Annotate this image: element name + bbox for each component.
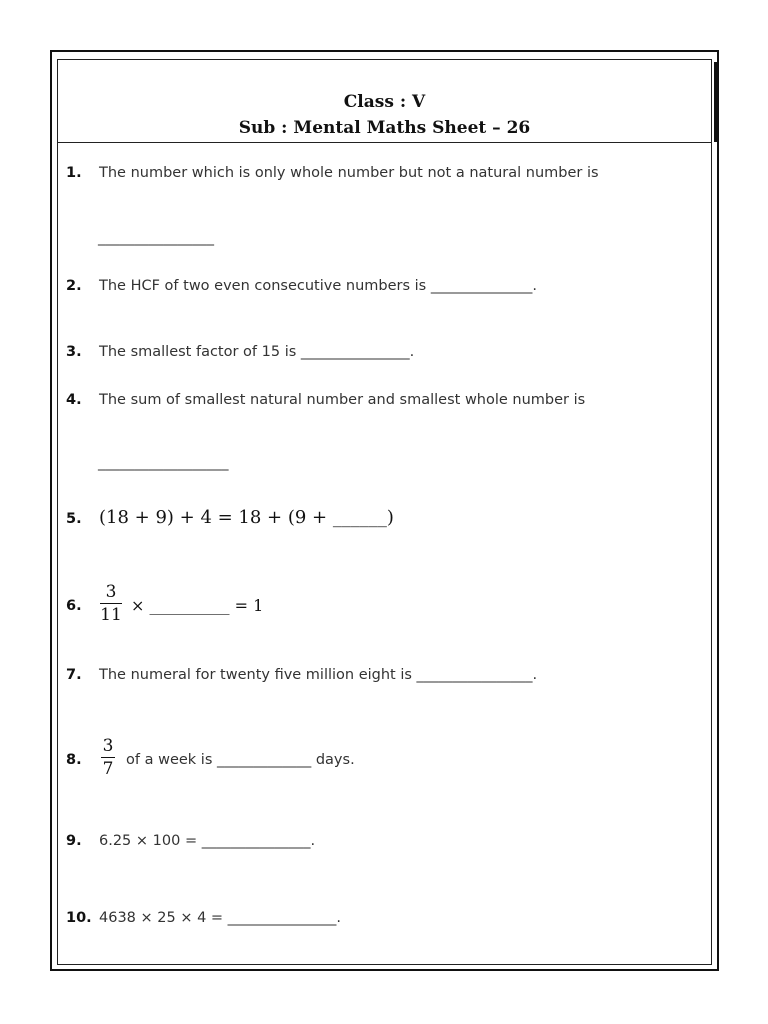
question-number: 6.: [66, 598, 82, 614]
question-1: [66, 165, 599, 181]
question-number: 7.: [66, 667, 82, 683]
answer-blank-1: ________________: [98, 230, 214, 246]
fraction-3-over-11: [100, 582, 122, 625]
question-8-text: of a week is _____________ days.: [126, 752, 355, 768]
subject-title: Sub : Mental Maths Sheet – 26: [238, 118, 531, 138]
fraction-denominator: 7: [102, 759, 114, 779]
question-6-number: [66, 598, 99, 614]
math-expression: (18 + 9) + 4 = 18 + (9 + ______): [99, 507, 394, 528]
class-title: Class : V: [343, 92, 426, 112]
question-number: 2.: [66, 278, 82, 294]
question-number: 10.: [66, 910, 92, 926]
header-divider: [57, 142, 712, 143]
question-text: The sum of smallest natural number and smallest whole number is: [99, 392, 586, 408]
question-3: [66, 344, 414, 360]
fraction-denominator: 11: [100, 605, 122, 625]
question-number: 3.: [66, 344, 82, 360]
question-number: 9.: [66, 833, 82, 849]
question-text: The HCF of two even consecutive numbers is ______________.: [99, 278, 537, 294]
question-number: 1.: [66, 165, 82, 181]
question-text: The smallest factor of 15 is _______________.: [99, 344, 415, 360]
question-text: 4638 × 25 × 4 = _______________.: [99, 910, 342, 926]
question-9: [66, 833, 315, 849]
question-text: The number which is only whole number but not a natural number is: [99, 165, 599, 181]
question-2: [66, 278, 537, 294]
question-number: 4.: [66, 392, 82, 408]
question-4: [66, 392, 585, 408]
question-6-expression: × __________ = 1: [131, 596, 264, 615]
fraction-numerator: 3: [102, 736, 114, 756]
answer-blank-4: __________________: [98, 455, 229, 471]
fraction-bar: [100, 603, 122, 604]
question-8-number: [66, 752, 99, 768]
question-number: 5.: [66, 511, 82, 527]
question-10: [66, 910, 341, 926]
question-text: 6.25 × 100 = _______________.: [99, 833, 316, 849]
fraction-3-over-7: [101, 736, 115, 779]
fraction-numerator: 3: [105, 582, 117, 602]
border-accent: [714, 62, 717, 142]
question-7: [66, 667, 537, 683]
question-5: [66, 507, 394, 528]
question-number: 8.: [66, 752, 82, 768]
fraction-bar: [101, 757, 115, 758]
question-text: The numeral for twenty five million eight is ________________.: [99, 667, 538, 683]
